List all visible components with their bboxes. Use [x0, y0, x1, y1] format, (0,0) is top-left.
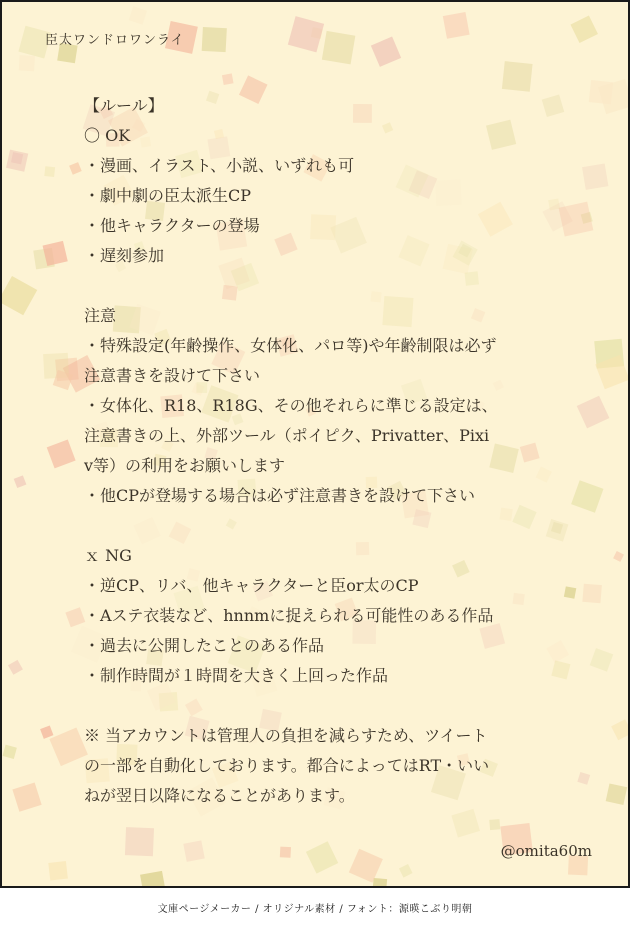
confetti-square [371, 37, 401, 67]
confetti-square [571, 480, 603, 512]
ng-item: ・逆CP、リバ、他キャラクターと臣or太のCP [84, 576, 419, 595]
confetti-square [582, 164, 608, 190]
confetti-square [69, 162, 82, 175]
confetti-square [47, 439, 76, 468]
signature-handle: @omita60m [500, 842, 592, 860]
confetti-square [65, 607, 85, 627]
confetti-square [372, 878, 387, 886]
confetti-square [443, 12, 470, 39]
confetti-square [502, 61, 533, 92]
confetti-square [6, 150, 28, 172]
spacer [84, 691, 554, 721]
confetti-square [399, 864, 413, 878]
confetti-square [2, 276, 37, 315]
confetti-square [451, 809, 480, 838]
notes-heading: 注意 [84, 306, 117, 325]
confetti-square [582, 584, 602, 604]
notes-line: ・他CPが登場する場合は必ず注意書きを設けて下さい [84, 486, 476, 505]
confetti-square [577, 396, 610, 429]
remark-line: ねが翌日以降になることがあります。 [84, 786, 355, 805]
notes-line: 注意書きの上、外部ツール（ポイピク、Privatter、Pixi [84, 426, 490, 445]
confetti-square [14, 475, 27, 488]
confetti-square [489, 819, 500, 830]
confetti-square [12, 782, 41, 811]
notes-line: ・特殊設定(年齢操作、女体化、パロ等)や年齢制限は必ず [84, 336, 497, 355]
confetti-square [3, 745, 17, 759]
confetti-square [44, 166, 55, 177]
confetti-square [202, 27, 227, 52]
confetti-square [606, 783, 627, 804]
ok-item: ・遅刻参加 [84, 246, 165, 265]
rules-heading: 【ルール】 [84, 96, 164, 115]
spacer [84, 511, 554, 541]
page-title: 臣太ワンドロワンライ [45, 33, 185, 48]
confetti-square [559, 202, 594, 237]
notes-line: v等）の利用をお願いします [84, 456, 286, 475]
confetti-square [590, 648, 614, 672]
confetti-square [280, 847, 291, 858]
ok-item: ・他キャラクターの登場 [84, 216, 260, 235]
ok-item: ・漫画、イラスト、小説、いずれも可 [84, 156, 355, 175]
confetti-square [8, 660, 23, 675]
confetti-square [611, 719, 628, 740]
document-body [84, 91, 554, 811]
ng-heading: ｘ NG [84, 546, 132, 565]
confetti-square [349, 849, 383, 883]
confetti-square [570, 16, 598, 44]
ok-heading: 〇 OK [84, 126, 131, 145]
spacer [84, 271, 554, 301]
confetti-square [613, 551, 624, 562]
footer-credits: 文庫ページメーカー / オリジナル素材 / フォント：源暎こぶり明朝 [157, 904, 473, 915]
confetti-square [183, 840, 204, 861]
confetti-square [322, 31, 356, 65]
confetti-square [19, 55, 35, 71]
confetti-square [129, 6, 147, 24]
confetti-square [551, 660, 570, 679]
confetti-square [577, 772, 590, 785]
remark-line: の一部を自動化しております。都合によってはRT・いい [84, 756, 490, 775]
confetti-square [222, 73, 234, 85]
ng-item: ・過去に公開したことのある作品 [84, 636, 325, 655]
ng-item: ・Aステ衣装など、hnnmに捉えられる可能性のある作品 [84, 606, 494, 625]
confetti-square [40, 725, 53, 738]
confetti-square [49, 728, 88, 767]
notes-line: ・女体化、R18、R18G、その他それらに準じる設定は、 [84, 396, 498, 415]
confetti-square [306, 841, 338, 873]
confetti-square [48, 861, 68, 881]
notes-line: 注意書きを設けて下さい [84, 366, 261, 385]
confetti-square [564, 586, 576, 598]
ng-item: ・制作時間が１時間を大きく上回った作品 [84, 666, 389, 685]
confetti-square [140, 871, 166, 886]
confetti-square [288, 16, 324, 52]
ok-item: ・劇中劇の臣太派生CP [84, 186, 252, 205]
confetti-square [125, 827, 154, 856]
remark-line: ※ 当アカウントは管理人の負担を減らすため、ツイート [84, 726, 488, 745]
